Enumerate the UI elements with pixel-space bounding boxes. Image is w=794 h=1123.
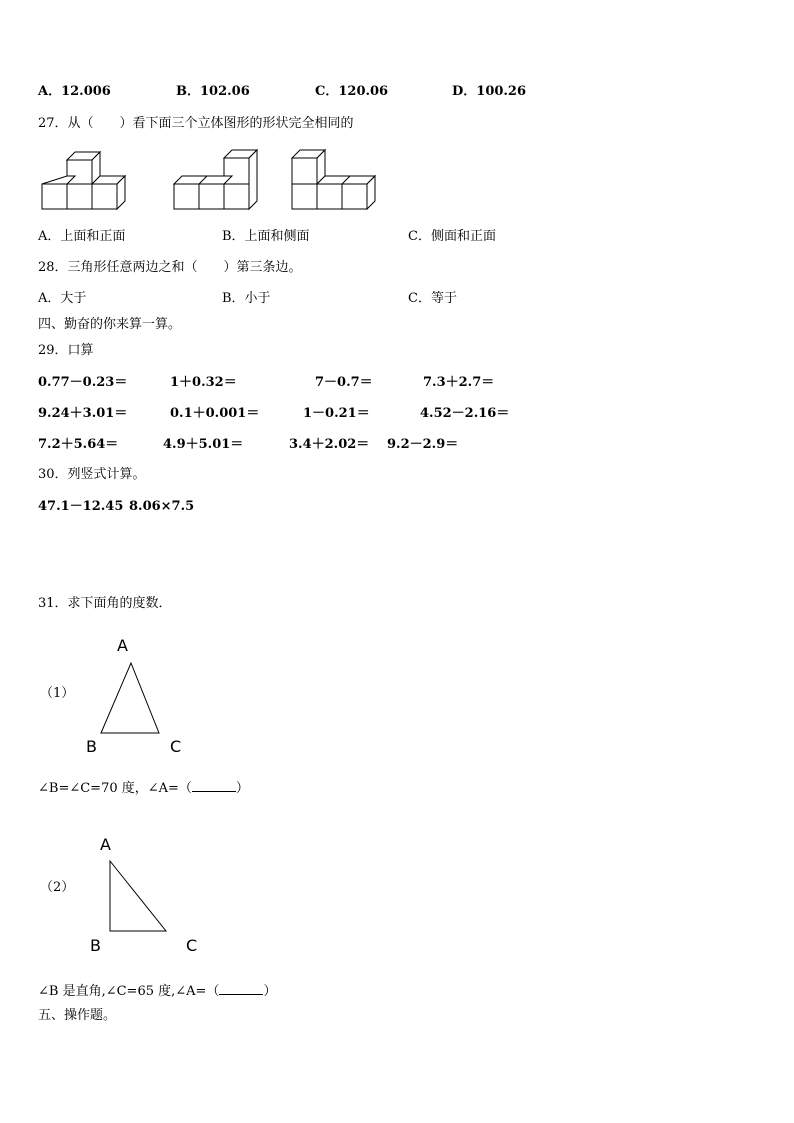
cube-figure-1 — [40, 150, 130, 212]
vertex-c-label: C — [186, 936, 198, 955]
q26-option-b: B．102.06 — [176, 84, 250, 99]
q29-r2-c4: 4.52－2.16＝ — [420, 406, 510, 421]
q29-stem: 29．口算 — [38, 343, 94, 358]
answer-blank-2[interactable] — [219, 982, 263, 995]
vertex-b-label: B — [90, 936, 101, 955]
q31-part1-question: ∠B=∠C=70 度，∠A=（ ） — [38, 781, 249, 796]
section-5-title: 五、操作题。 — [38, 1008, 117, 1023]
q29-r1-c1: 0.77－0.23＝ — [38, 375, 128, 390]
vertex-a-label: A — [100, 835, 111, 854]
q27-option-c: C．侧面和正面 — [408, 229, 496, 244]
q30-item-2: 8.06×7.5 — [129, 499, 195, 514]
q30-item-1: 47.1－12.45 — [38, 499, 124, 514]
vertex-a-label: A — [117, 636, 128, 655]
cube-figure-3 — [290, 150, 380, 212]
q31-part2-label: （2） — [40, 880, 75, 895]
q27-option-a: A．上面和正面 — [38, 229, 126, 244]
q29-r1-c3: 7－0.7＝ — [315, 375, 373, 390]
q29-r2-c2: 0.1＋0.001＝ — [170, 406, 260, 421]
vertex-b-label: B — [86, 737, 97, 756]
q29-r3-c3: 3.4＋2.02＝ — [289, 437, 370, 452]
cube-figure-2 — [172, 150, 262, 212]
q27-option-b: B．上面和侧面 — [222, 229, 310, 244]
q28-stem: 28．三角形任意两边之和（ ）第三条边。 — [38, 260, 302, 275]
q28-option-a: A．大于 — [38, 291, 87, 306]
answer-blank-1[interactable] — [192, 779, 236, 792]
q26-option-d: D．100.26 — [452, 84, 527, 99]
q29-r3-c4: 9.2－2.9＝ — [387, 437, 459, 452]
q28-option-c: C．等于 — [408, 291, 457, 306]
isosceles-triangle-abc — [80, 630, 200, 760]
q29-r1-c2: 1＋0.32＝ — [170, 375, 237, 390]
q29-r1-c4: 7.3＋2.7＝ — [423, 375, 495, 390]
q28-option-b: B．小于 — [222, 291, 271, 306]
q29-r3-c1: 7.2＋5.64＝ — [38, 437, 119, 452]
q27-stem: 27．从（ ）看下面三个立体图形的形状完全相同的 — [38, 116, 354, 131]
q29-r2-c1: 9.24＋3.01＝ — [38, 406, 128, 421]
right-triangle-abc — [80, 828, 210, 958]
q30-stem: 30．列竖式计算。 — [38, 467, 146, 482]
q26-option-a: A．12.006 — [38, 84, 111, 99]
q29-r3-c2: 4.9＋5.01＝ — [163, 437, 244, 452]
vertex-c-label: C — [170, 737, 182, 756]
section-4-title: 四、勤奋的你来算一算。 — [38, 317, 182, 332]
q31-part2-question: ∠B 是直角,∠C=65 度,∠A=（ ） — [38, 984, 277, 999]
q26-option-c: C．120.06 — [315, 84, 389, 99]
q31-part1-label: （1） — [40, 686, 75, 701]
q31-stem: 31．求下面角的度数． — [38, 596, 172, 611]
q29-r2-c3: 1－0.21＝ — [303, 406, 370, 421]
